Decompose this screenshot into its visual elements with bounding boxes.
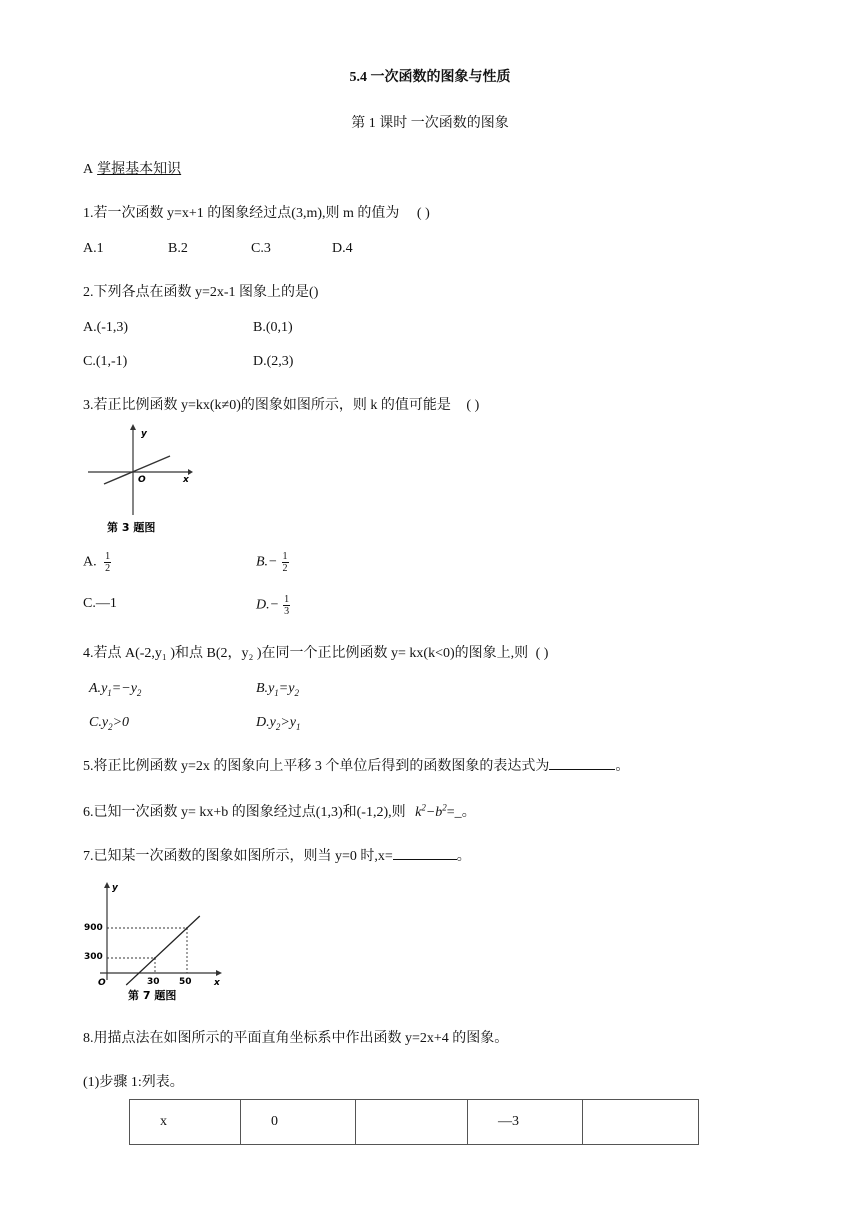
period: 。	[461, 805, 476, 820]
question-8-text: 8.用描点法在如图所示的平面直角坐标系中作出函数 y=2x+4 的图象。	[83, 1031, 509, 1046]
var-y: y	[101, 681, 108, 696]
y-tick-label: 300	[84, 952, 103, 962]
relation: >0	[112, 715, 130, 730]
exponent: 2	[421, 802, 426, 813]
option-label: C.	[89, 715, 102, 730]
var-y: y	[289, 715, 297, 730]
question-6-text: 6.已知一次函数 y= kx+b 的图象经过点(1,3)和(-1,2),则	[83, 805, 406, 820]
section-heading	[83, 158, 187, 178]
option: C.(1,-1)	[83, 354, 128, 369]
question-1	[83, 202, 430, 222]
var-y: y	[269, 715, 276, 730]
answer-bracket: ( )	[466, 398, 480, 413]
question-7	[83, 845, 471, 865]
option-label: B.−	[256, 554, 278, 570]
option-label: A.	[89, 681, 102, 696]
denominator: 2	[105, 563, 111, 574]
fraction	[282, 551, 289, 574]
var-y: y	[101, 715, 109, 730]
origin-label: O	[138, 475, 146, 485]
period: 。	[615, 759, 630, 774]
question-6	[83, 801, 476, 821]
x-label: x	[183, 475, 189, 485]
option: B.(0,1)	[253, 320, 293, 335]
subscript: 1	[107, 687, 112, 698]
period: 。	[456, 849, 471, 864]
exponent: 2	[442, 802, 447, 813]
lesson-subtitle: 第 1 课时 一次函数的图象	[351, 116, 509, 131]
option: A.1	[83, 241, 104, 256]
section-letter: A	[83, 162, 94, 177]
figure-3	[80, 420, 210, 540]
question-1-text: 1.若一次函数 y=x+1 的图象经过点(3,m),则 m 的值为	[83, 206, 400, 221]
table-cell: x	[130, 1100, 241, 1145]
option: D.(2,3)	[253, 354, 294, 369]
var-b: b	[435, 805, 443, 820]
question-4	[83, 642, 548, 662]
x-tick-label: 30	[147, 977, 160, 987]
option: A.(-1,3)	[83, 320, 129, 335]
fraction	[283, 594, 290, 617]
minus-sign: −	[425, 805, 436, 820]
option-label: D.−	[256, 597, 280, 613]
var-y: y	[130, 681, 137, 696]
y-label: y	[141, 429, 147, 439]
var-y: y	[268, 681, 275, 696]
table-cell: —3	[468, 1100, 583, 1145]
subscript: 1	[274, 687, 279, 698]
y-tick-label: 900	[84, 923, 103, 933]
var-k: k	[415, 805, 422, 820]
x-label: x	[214, 978, 220, 988]
step-1-label: (1)步骤 1:列表。	[83, 1075, 184, 1090]
section-label: 掌握基本知识	[97, 162, 182, 177]
relation: =−	[111, 681, 131, 696]
subscript: 2	[294, 687, 299, 698]
option: D.4	[332, 241, 353, 256]
option-b	[256, 551, 289, 574]
option-label: B.	[256, 681, 269, 696]
question-4-text: 4.若点 A(-2,y₁ )和点 B(2，y₂ )在同一个正比例函数 y= kx(k<0)的图象上,则	[83, 646, 529, 661]
table-cell[interactable]	[583, 1100, 699, 1145]
y-axis-arrow	[104, 882, 110, 888]
fraction	[104, 551, 111, 574]
page-title: 5.4 一次函数的图象与性质	[349, 70, 511, 85]
relation: >	[280, 715, 290, 730]
answer-blank[interactable]: =_	[446, 805, 462, 820]
value-table	[129, 1099, 699, 1145]
function-line	[126, 916, 200, 985]
option-b	[256, 681, 299, 698]
option-label: A.	[83, 554, 97, 570]
question-3-text: 3.若正比例函数 y=kx(k≠0)的图象如图所示，则 k 的值可能是	[83, 398, 451, 413]
question-3	[83, 394, 479, 414]
expression	[415, 802, 476, 820]
subscript: 1	[296, 721, 301, 732]
numerator: 1	[284, 594, 290, 605]
data-point	[154, 957, 156, 959]
x-tick-label: 50	[179, 977, 192, 987]
function-line	[104, 456, 170, 484]
subscript: 2	[275, 721, 281, 732]
y-label: y	[112, 883, 118, 893]
question-5	[83, 755, 629, 775]
question-2-text: 2.下列各点在函数 y=2x-1 图象上的是()	[83, 285, 319, 300]
answer-blank[interactable]	[549, 769, 615, 770]
y-axis-arrow	[130, 424, 136, 430]
option-c	[89, 715, 129, 732]
question-5-text: 5.将正比例函数 y=2x 的图象向上平移 3 个单位后得到的函数图象的表达式为	[83, 759, 550, 774]
var-y: y	[288, 681, 295, 696]
figure-7	[80, 876, 230, 1006]
x-axis-arrow	[216, 970, 222, 976]
denominator: 3	[284, 606, 290, 617]
origin-label: O	[98, 978, 106, 988]
subscript: 2	[136, 687, 142, 698]
option: C.3	[251, 241, 271, 256]
option-c: C.—1	[83, 596, 117, 611]
table-cell: 0	[241, 1100, 356, 1145]
relation: =	[278, 681, 289, 696]
denominator: 2	[282, 563, 288, 574]
question-7-text: 7.已知某一次函数的图象如图所示，则当 y=0 时,x=	[83, 849, 393, 864]
option-d	[256, 594, 290, 617]
data-point	[186, 927, 188, 929]
subscript: 2	[108, 721, 113, 732]
option: B.2	[168, 241, 188, 256]
answer-bracket: ( )	[535, 646, 549, 661]
figure-caption: 第 3 题图	[107, 521, 156, 534]
option-d	[256, 715, 301, 732]
option-label: D.	[256, 715, 270, 730]
answer-blank[interactable]	[393, 859, 457, 860]
numerator: 1	[105, 551, 111, 562]
option-a	[83, 551, 111, 574]
answer-bracket: ( )	[416, 206, 430, 221]
table-cell[interactable]	[356, 1100, 468, 1145]
table-row	[130, 1100, 699, 1145]
figure-caption: 第 7 题图	[128, 989, 177, 1002]
numerator: 1	[282, 551, 288, 562]
option-a	[89, 681, 141, 698]
